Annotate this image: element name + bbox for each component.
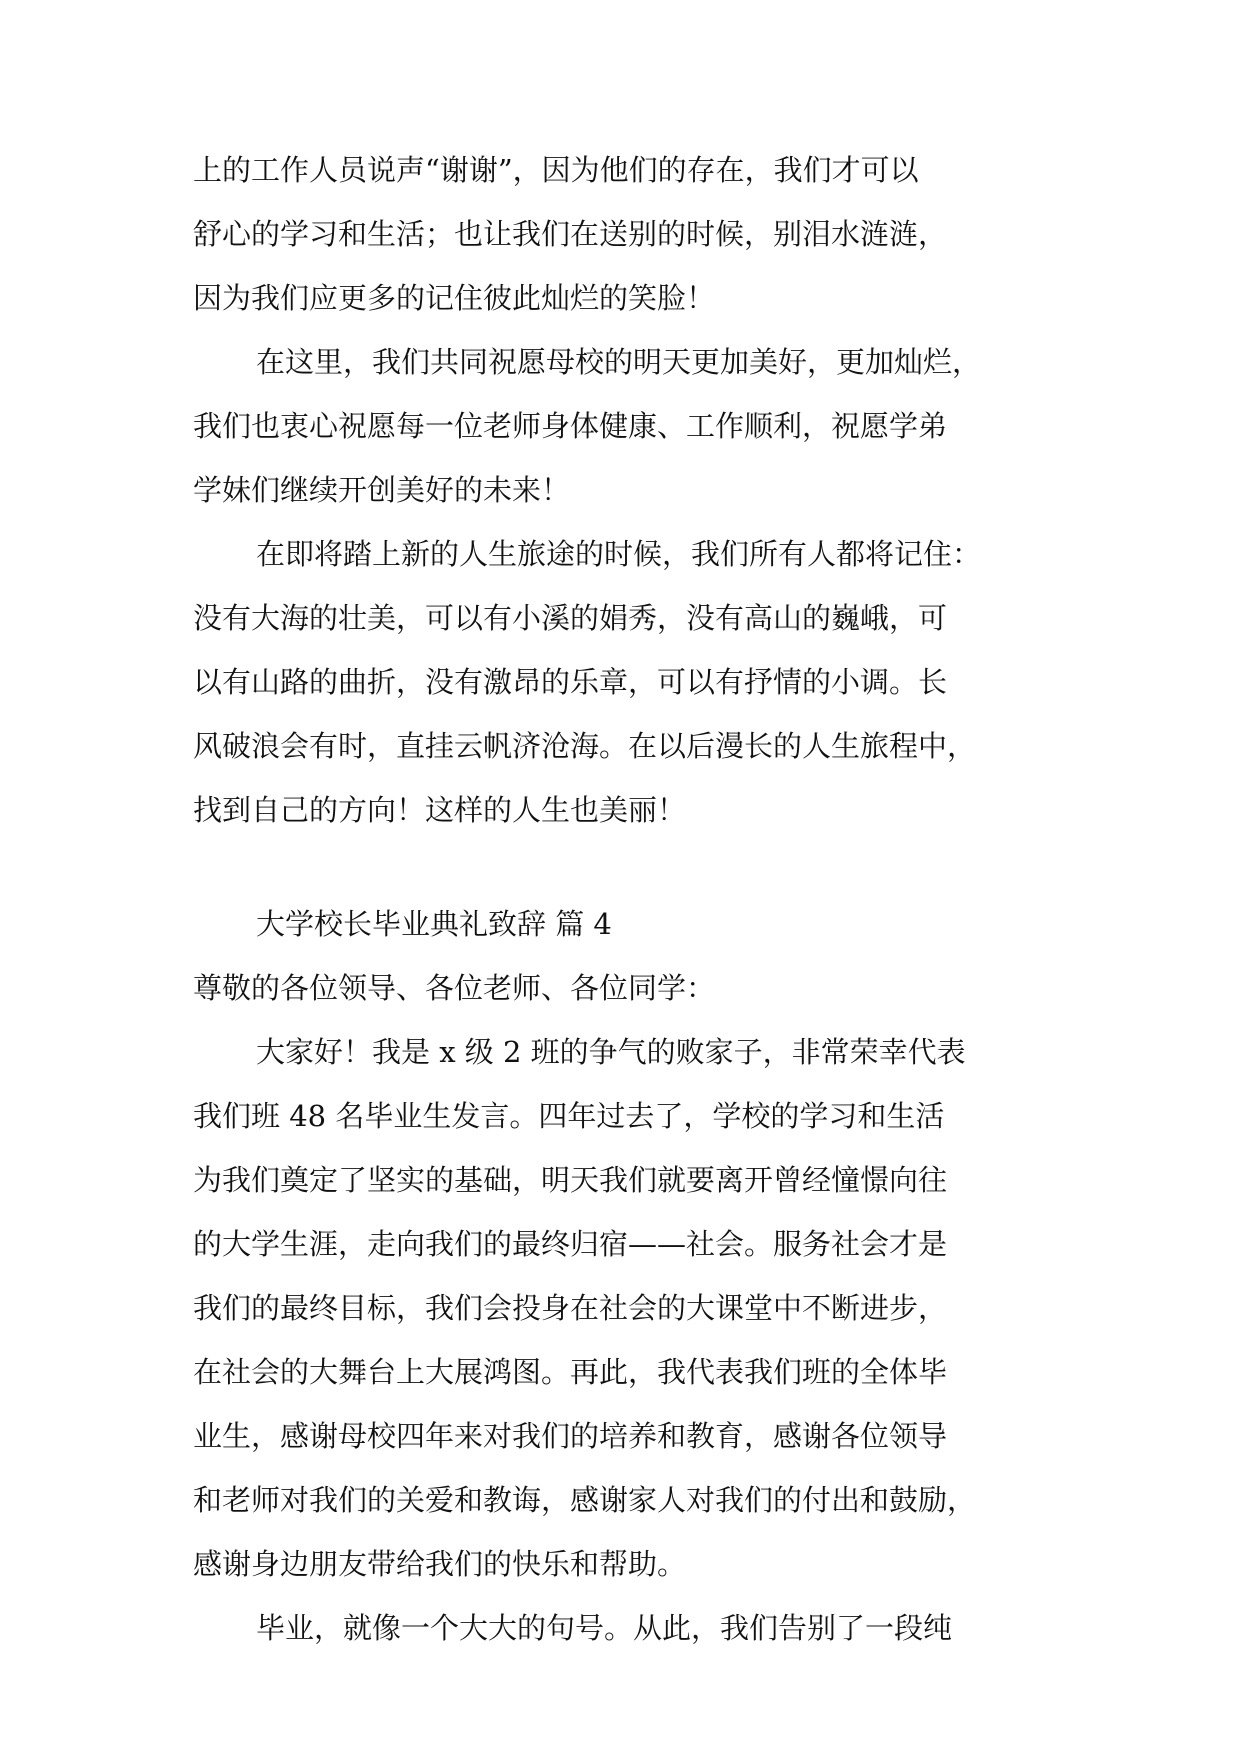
text-line: 我们班 48 名毕业生发言。四年过去了，学校的学习和生活: [193, 1099, 945, 1133]
section-heading: 大学校长毕业典礼致辞 篇 4: [256, 907, 612, 941]
text-line: 的大学生涯，走向我们的最终归宿——社会。服务社会才是: [193, 1227, 948, 1261]
paragraph-start: 大家好！我是 x 级 2 班的争气的败家子，非常荣幸代表: [256, 1035, 966, 1069]
paragraph-start: 在这里，我们共同祝愿母校的明天更加美好，更加灿烂，: [256, 345, 982, 379]
paragraph-start: 在即将踏上新的人生旅途的时候，我们所有人都将记住：: [256, 537, 982, 571]
text-line: 风破浪会有时，直挂云帆济沧海。在以后漫长的人生旅程中，: [193, 729, 977, 763]
text-line: 找到自己的方向！这样的人生也美丽！: [193, 793, 687, 827]
text-line: 我们也衷心祝愿每一位老师身体健康、工作顺利，祝愿学弟: [193, 409, 948, 443]
text-line: 舒心的学习和生活；也让我们在送别的时候，别泪水涟涟，: [193, 217, 948, 251]
text-line: 业生，感谢母校四年来对我们的培养和教育，感谢各位领导: [193, 1419, 948, 1453]
text-line: 因为我们应更多的记住彼此灿烂的笑脸！: [193, 281, 716, 315]
salutation: 尊敬的各位领导、各位老师、各位同学：: [193, 971, 716, 1005]
text-line: 在社会的大舞台上大展鸿图。再此，我代表我们班的全体毕: [193, 1355, 948, 1389]
text-line: 为我们奠定了坚实的基础，明天我们就要离开曾经憧憬向往: [193, 1163, 948, 1197]
text-line: 和老师对我们的关爱和教诲，感谢家人对我们的付出和鼓励，: [193, 1483, 977, 1517]
text-line: 我们的最终目标，我们会投身在社会的大课堂中不断进步，: [193, 1291, 948, 1325]
paragraph-start: 毕业，就像一个大大的句号。从此，我们告别了一段纯: [256, 1611, 953, 1645]
text-line: 上的工作人员说声“谢谢”，因为他们的存在，我们才可以: [193, 153, 919, 187]
text-line: 感谢身边朋友带给我们的快乐和帮助。: [193, 1547, 687, 1581]
text-line: 学妹们继续开创美好的未来！: [193, 473, 571, 507]
text-line: 没有大海的壮美，可以有小溪的娟秀，没有高山的巍峨，可: [193, 601, 948, 635]
text-line: 以有山路的曲折，没有激昂的乐章，可以有抒情的小调。长: [193, 665, 948, 699]
